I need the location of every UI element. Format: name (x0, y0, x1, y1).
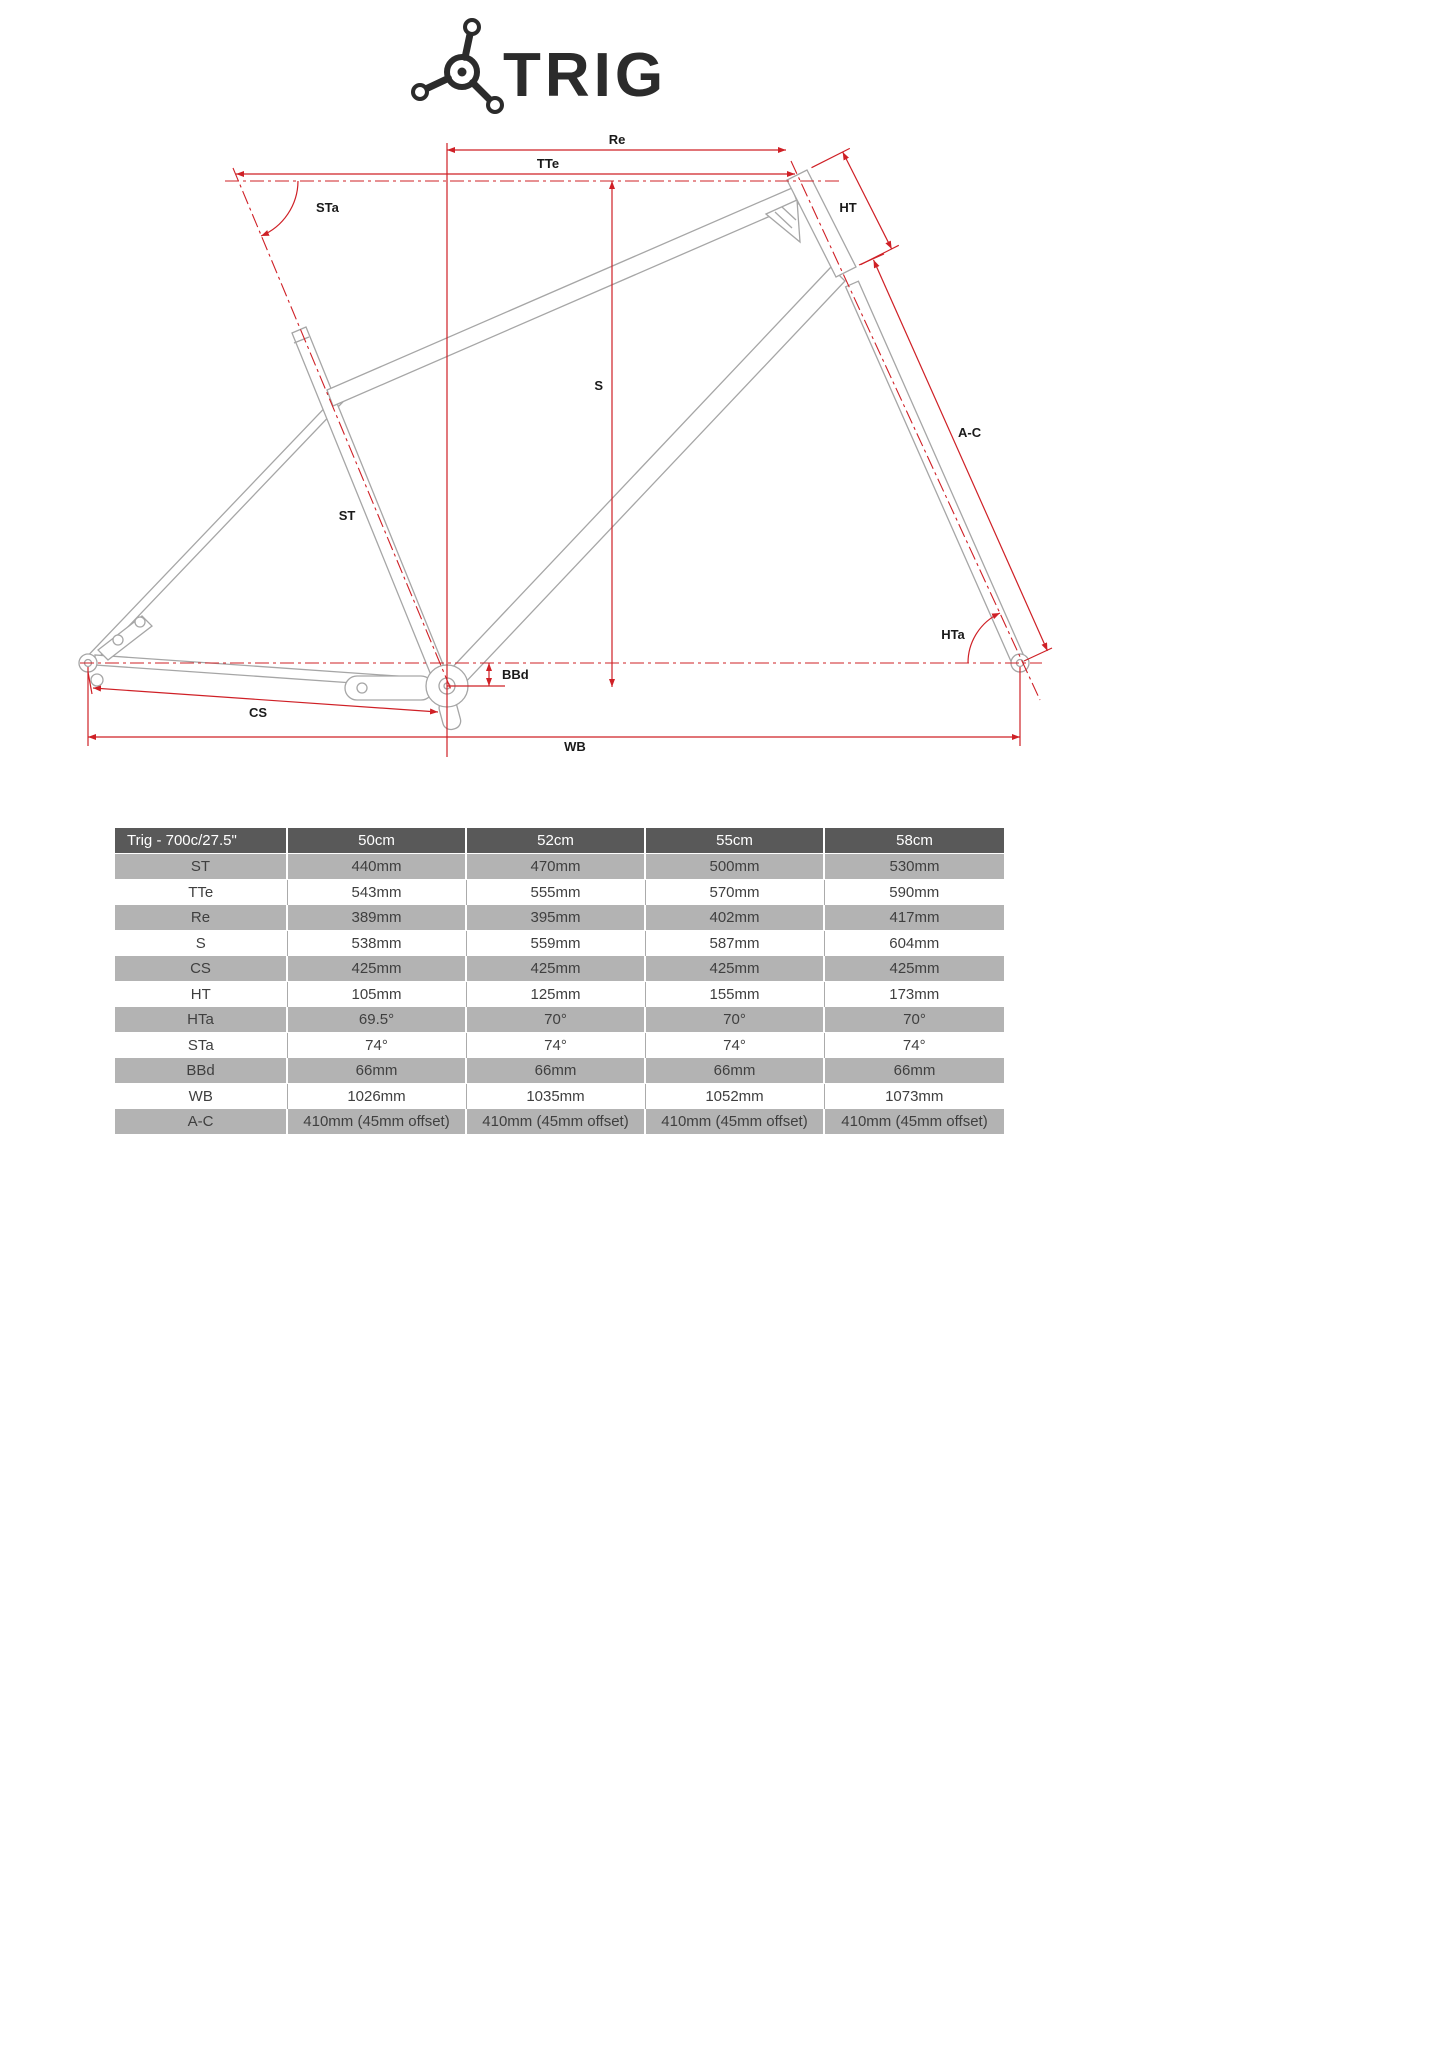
row-label: HT (115, 982, 287, 1008)
table-row-cs (115, 956, 1004, 982)
cell: 470mm (466, 854, 645, 880)
row-label: TTe (115, 880, 287, 906)
top-tube (327, 188, 798, 406)
table-row-ht (115, 982, 1004, 1008)
geometry-table (115, 828, 1004, 1135)
cell: 70° (466, 1007, 645, 1033)
cell: 155mm (645, 982, 824, 1008)
ht-label: HT (839, 200, 857, 215)
cell: 70° (824, 1007, 1004, 1033)
cell: 410mm (45mm offset) (645, 1109, 824, 1135)
seat-tube-axis (233, 168, 452, 692)
cell: 389mm (287, 905, 466, 931)
cell: 425mm (645, 956, 824, 982)
cell: 530mm (824, 854, 1004, 880)
cell: 395mm (466, 905, 645, 931)
wb-label: WB (564, 739, 586, 754)
cell: 74° (824, 1033, 1004, 1059)
dimension-labels (249, 132, 982, 754)
row-label: WB (115, 1084, 287, 1110)
table-row-tte (115, 880, 1004, 906)
cell: 105mm (287, 982, 466, 1008)
table-row-ac (115, 1109, 1004, 1135)
cell: 70° (645, 1007, 824, 1033)
row-label: S (115, 931, 287, 957)
row-label: STa (115, 1033, 287, 1059)
size-column-52cm: 52cm (466, 828, 645, 854)
cell: 555mm (466, 880, 645, 906)
table-row-hta (115, 1007, 1004, 1033)
re-label: Re (608, 132, 626, 147)
cell: 74° (645, 1033, 824, 1059)
cell: 69.5° (287, 1007, 466, 1033)
cell: 402mm (645, 905, 824, 931)
cell: 1026mm (287, 1084, 466, 1110)
size-column-55cm: 55cm (645, 828, 824, 854)
cell: 74° (287, 1033, 466, 1059)
cs-label: CS (248, 705, 268, 720)
cell: 425mm (824, 956, 1004, 982)
cell: 559mm (466, 931, 645, 957)
brake-bolt (135, 617, 145, 627)
cell: 543mm (287, 880, 466, 906)
cell: 410mm (45mm offset) (287, 1109, 466, 1135)
guard-bolt (357, 683, 367, 693)
cell: 570mm (645, 880, 824, 906)
crank-logo-icon (413, 20, 502, 112)
table-title-cell: Trig - 700c/27.5" (115, 828, 287, 854)
cell: 410mm (45mm offset) (466, 1109, 645, 1135)
wb-dimension (88, 667, 1020, 746)
table-header-row (115, 828, 1004, 854)
cell: 417mm (824, 905, 1004, 931)
cell: 425mm (466, 956, 645, 982)
size-column-58cm: 58cm (824, 828, 1004, 854)
cell: 66mm (824, 1058, 1004, 1084)
row-label: CS (115, 956, 287, 982)
table-row-bbd (115, 1058, 1004, 1084)
hta-label: HTa (941, 627, 965, 642)
cell: 1035mm (466, 1084, 645, 1110)
cell: 1073mm (824, 1084, 1004, 1110)
cell: 425mm (287, 956, 466, 982)
row-label: A-C (115, 1109, 287, 1135)
sta-angle-arc (261, 181, 298, 236)
cell: 66mm (466, 1058, 645, 1084)
st-label: ST (338, 508, 356, 523)
row-label: Re (115, 905, 287, 931)
row-label: ST (115, 854, 287, 880)
cell: 1052mm (645, 1084, 824, 1110)
table-row-s (115, 931, 1004, 957)
cell: 125mm (466, 982, 645, 1008)
cell: 440mm (287, 854, 466, 880)
cell: 66mm (645, 1058, 824, 1084)
sta-label: STa (316, 200, 339, 215)
table-row-re (115, 905, 1004, 931)
cell: 590mm (824, 880, 1004, 906)
table-row-sta (115, 1033, 1004, 1059)
ac-dimension (859, 254, 1052, 661)
ac-label: A-C (958, 425, 982, 440)
cell: 538mm (287, 931, 466, 957)
derailleur-hanger (91, 674, 103, 686)
table-row-wb (115, 1084, 1004, 1110)
cell: 74° (466, 1033, 645, 1059)
size-column-50cm: 50cm (287, 828, 466, 854)
bbd-label: BBd (502, 667, 529, 682)
cell: 587mm (645, 931, 824, 957)
brake-bolt (113, 635, 123, 645)
row-label: BBd (115, 1058, 287, 1084)
cell: 410mm (45mm offset) (824, 1109, 1004, 1135)
cell: 604mm (824, 931, 1004, 957)
tte-label: TTe (536, 156, 560, 171)
s-label: S (594, 378, 603, 393)
table-row-st (115, 854, 1004, 880)
frame-geometry-diagram (0, 0, 1448, 800)
cell: 173mm (824, 982, 1004, 1008)
row-label: HTa (115, 1007, 287, 1033)
brand-logo (413, 20, 667, 112)
cell: 66mm (287, 1058, 466, 1084)
cell: 500mm (645, 854, 824, 880)
brand-logo-text: TRIG (503, 41, 668, 110)
frame-drawing (79, 170, 1029, 731)
seat-stay (89, 387, 352, 661)
